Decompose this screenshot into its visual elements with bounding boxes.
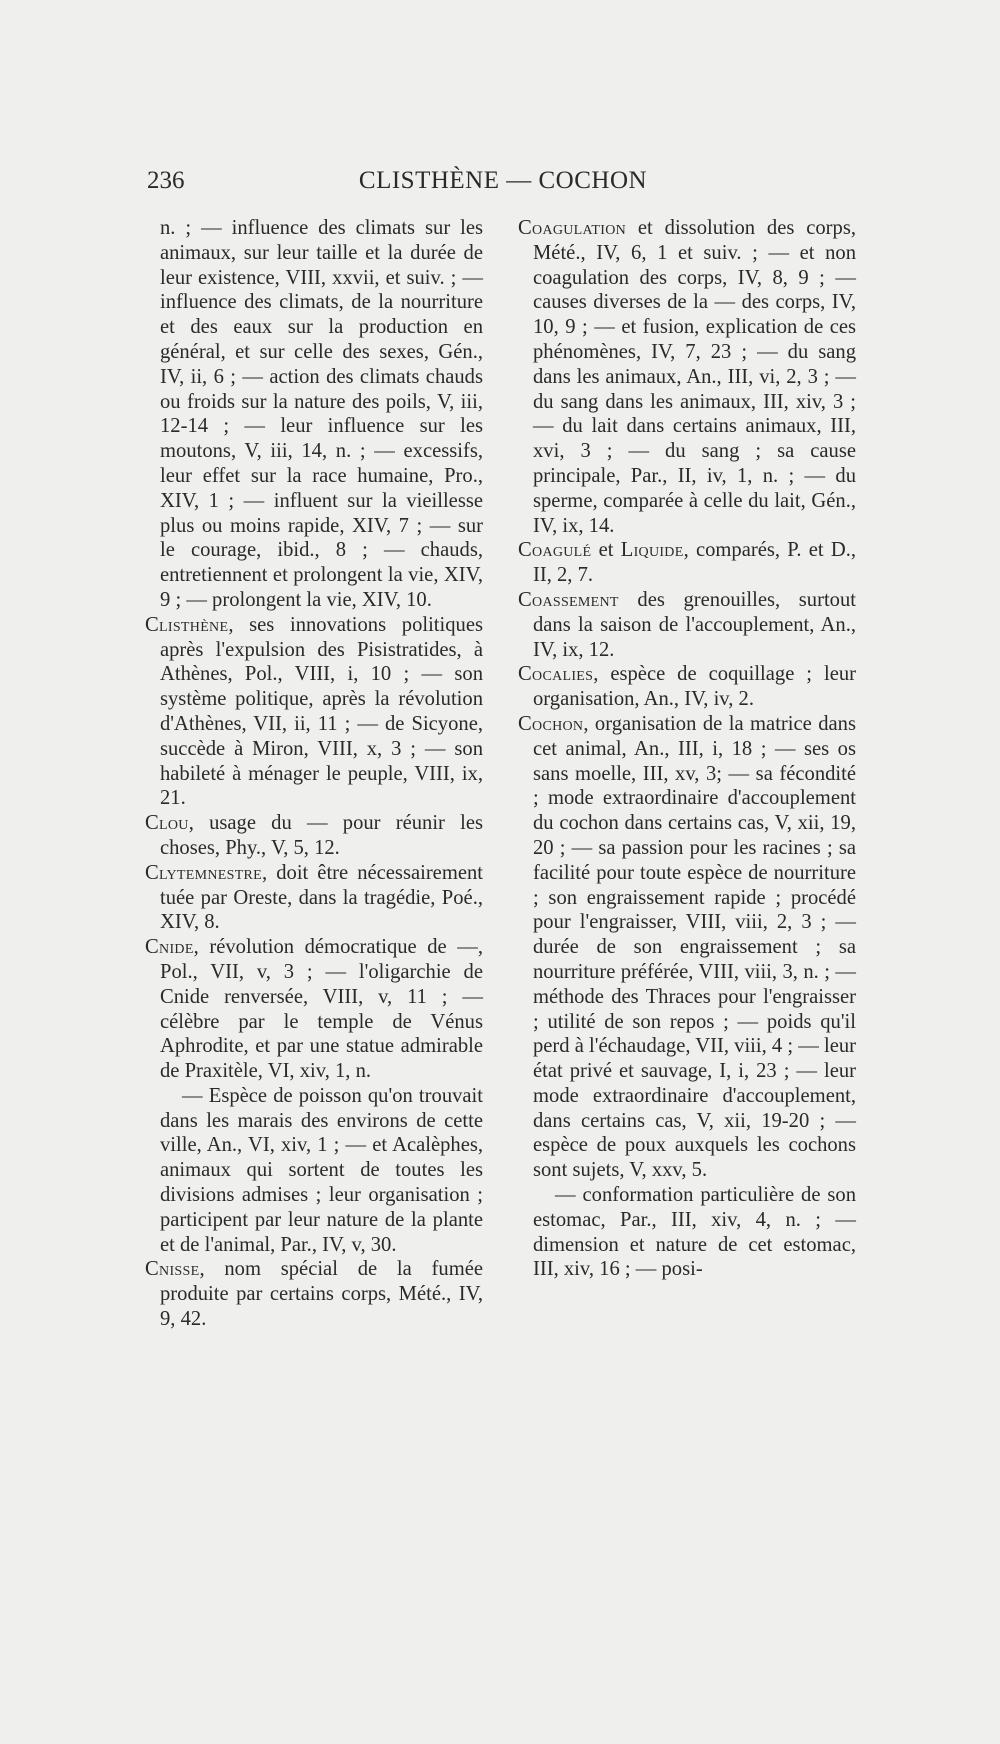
entry-text: , comparés, P. et D., II, 2, 7.: [533, 539, 856, 587]
entry-headword: Cnide: [145, 936, 194, 959]
running-title: CLISTHÈNE — COCHON: [358, 167, 648, 194]
entry-headword: Coagulation: [518, 217, 627, 239]
entry-headword: Clytemnestre: [145, 861, 263, 884]
entry-clisthene: [145, 613, 483, 811]
entry-cnisse: [145, 1257, 483, 1331]
right-column: [518, 216, 856, 1282]
entry-headword: Clou: [145, 812, 189, 835]
entry-text: , ses innovations politiques après l'expulsion des Pisistratides, à Athènes, Pol., VIII, i, 10 ; — son système politique, après la révolution d'Athènes, VII, ii, 11 ; — de Sicyone, succède à Miron, VIII, x, 3 ; — son habileté à ménager le peuple, VIII, ix, 21.: [160, 613, 483, 810]
entry-text: et dissolution des corps, Mété., IV, 6, 1 et suiv. ; — et non coagulation des corps, IV, 8, 9 ; — causes diverses de la — des corps, IV, 10, 9 ; — et fusion, explication de ces phénomènes, IV, 7, 23 ; — du sang dans les animaux, An., III, vi, 2, 3 ; — du sang dans les animaux, III, xiv, 3 ; — du lait dans certains animaux, III, xvi, 3 ; — du sang ; sa cause principale, Par., II, iv, 1, n. ; — du sperme, comparée à celle du lait, Gén., IV, ix, 14.: [533, 217, 856, 537]
page-number: 236: [147, 167, 185, 194]
entry-headword: Cocalies: [518, 663, 594, 686]
entry-clou: [145, 811, 483, 861]
subentry-text: — conformation particulière de son estomac, Par., III, xiv, 4, n. ; — dimension et nature de cet estomac, III, xiv, 16 ; — posi-: [533, 1184, 856, 1281]
entry-headword: Coagulé: [518, 539, 592, 562]
entry-cochon: [518, 712, 856, 1183]
entry-headword: Clisthène: [145, 613, 229, 636]
entry-cnide: [145, 935, 483, 1084]
entry-cochon-subentry: [518, 1183, 856, 1282]
entry-text: n. ; — influence des climats sur les animaux, sur leur taille et la durée de leur existence, VIII, xxvii, et suiv. ; — influence des climats, de la nourriture et des eaux sur la production en général, et sur celle des sexes, Gén., IV, ii, 6 ; — action des climats chauds ou froids sur la nature des poils, V, iii, 12-14 ; — leur influence sur les moutons, V, iii, 14, n. ; — excessifs, leur effet sur la race humaine, Pro., XIV, 1 ; — influent sur la vieillesse plus ou moins rapide, XIV, 7 ; — sur le courage, ibid., 8 ; — chauds, entretiennent et prolongent la vie, XIV, 9 ; — prolongent la vie, XIV, 10.: [160, 217, 483, 611]
entry-text: , doit être nécessairement tuée par Oreste, dans la tragédie, Poé., XIV, 8.: [160, 861, 483, 934]
entry-clytemnestre: [145, 861, 483, 935]
subentry-text: — Espèce de poisson qu'on trouvait dans les marais des environs de cette ville, An., VI, xiv, 1 ; — et Acalèphes, animaux qui sortent de toutes les divisions admises ; leur organisation ; participent par leur nature de la plante et de l'animal, Par., IV, v, 30.: [160, 1084, 483, 1256]
entry-continuation: [145, 216, 483, 613]
entry-coagule: [518, 538, 856, 588]
entry-text: , révolution démocratique de —, Pol., VII, v, 3 ; — l'oligarchie de Cnide renversée, VIII, v, 11 ; — célèbre par le temple de Vénus Aphrodite, et par une statue admirable de Praxitèle, VI, xiv, 1, n.: [160, 936, 483, 1083]
entry-text: , espèce de coquillage ; leur organisation, An., IV, iv, 2.: [533, 663, 856, 711]
entry-coagulation: [518, 216, 856, 538]
entry-headword: Cnisse: [145, 1258, 200, 1281]
entry-coassement: [518, 588, 856, 662]
entry-connector: et: [591, 539, 621, 562]
entry-text: , organisation de la matrice dans cet animal, An., III, i, 18 ; — ses os sans moelle, III, xv, 3; — sa fécondité ; mode extraordinaire d'accouplement du cochon dans certains cas, V, xii, 19, 20 ; — sa passion pour les racines ; sa facilité pour toute espèce de nourriture ; son engraissement rapide ; procédé pour l'engraisser, VIII, viii, 2, 3 ; — durée de son engraissement ; sa nourriture préférée, VIII, viii, 3, n. ; — méthode des Thraces pour l'engraisser ; utilité de son repos ; — poids qu'il perd à l'échaudage, VII, viii, 4 ; — leur état privé et sauvage, I, i, 23 ; — leur mode extraordinaire d'accouplement, dans certains cas, V, xii, 19-20 ; — espèce de poux auxquels les cochons sont sujets, V, xxv, 5.: [533, 712, 856, 1182]
left-column: [145, 216, 483, 1332]
entry-text: , usage du — pour réunir les choses, Phy., V, 5, 12.: [160, 812, 483, 859]
entry-headword-secondary: Liquide: [620, 539, 684, 562]
entry-cnide-subentry: [145, 1084, 483, 1258]
entry-cocalies: [518, 662, 856, 712]
entry-text: , nom spécial de la fumée produite par certains corps, Mété., IV, 9, 42.: [160, 1258, 483, 1331]
entry-text: des grenouilles, surtout dans la saison de l'accouplement, An., IV, ix, 12.: [533, 588, 856, 661]
entry-headword: Cochon: [518, 712, 584, 735]
entry-headword: Coassement: [518, 588, 619, 611]
